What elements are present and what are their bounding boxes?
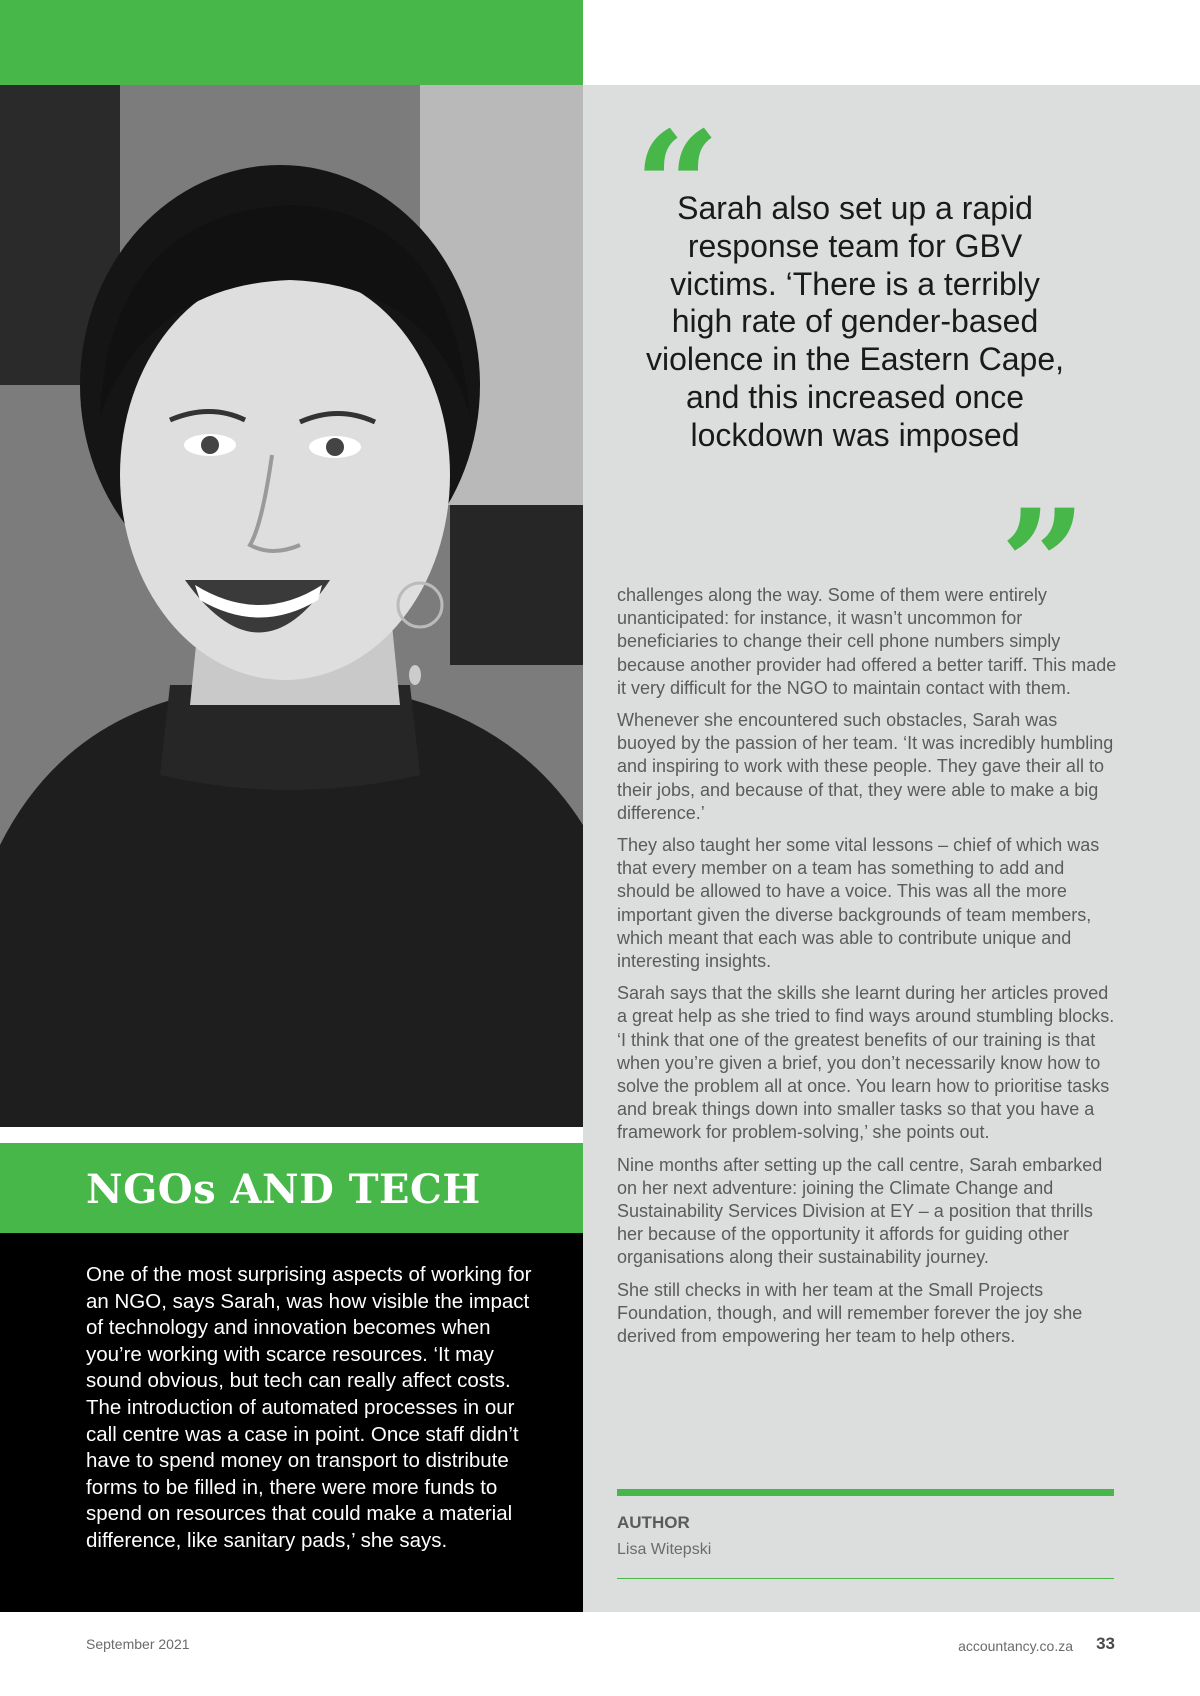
page-number: 33 (1096, 1634, 1115, 1653)
sidebar-body-text: One of the most surprising aspects of working for an NGO, says Sarah, was how visible the impact of technology and innovation becomes when you’re working with scarce resources. ‘It may sound obvious, but tech can really affect costs. The introduction of automated processes in our call centre was a case in point. Once staff didn’t have to spend money on transport to distribute forms to be filled in, there were more funds to spend on resources that could make a material difference, like sanitary pads,’ she says. (86, 1263, 532, 1552)
sidebar-title: NGOs AND TECH (86, 1166, 481, 1213)
author-label: AUTHOR (617, 1513, 690, 1532)
article-paragraph: Sarah says that the skills she learnt during her articles proved a great help as she tried to find ways around stumbling blocks. ‘I think that one of the greatest benefits of our training is that when you’re given a brief, you don’t necessarily know how to solve the problem all at once. You learn how to prioritise tasks and break things down into smaller tasks so that you have a framework for problem-solving,’ she points out. (617, 983, 1115, 1143)
footer-date: September 2021 (86, 1636, 190, 1652)
pull-quote-text: Sarah also set up a rapid response team for GBV victims. ‘There is a terribly high rate of gender-based violence in the Eastern Cape, and this increased once lockdown was imposed (645, 190, 1065, 453)
article-paragraph: challenges along the way. Some of them were entirely unanticipated: for instance, it wasn’t uncommon for beneficiaries to change their cell phone numbers simply because another provider had offered a better tariff. This made it very difficult for the NGO to maintain contact with them. (617, 585, 1117, 698)
article-paragraph: She still checks in with her team at the Small Projects Foundation, though, and will remember forever the joy she derived from empowering her team to help others. (617, 1279, 1083, 1347)
author-name: Lisa Witepski (617, 1541, 712, 1558)
article-paragraph: They also taught her some vital lessons – chief of which was that every member on a team has something to add and should be allowed to have a voice. This was all the more important given the diverse backgrounds of team members, which meant that each was able to contribute unique and interesting insights. (617, 835, 1100, 972)
author-bottom-divider (617, 1578, 1114, 1579)
top-green-bar (0, 0, 583, 85)
author-divider (617, 1489, 1114, 1496)
open-quote-icon: “ (634, 99, 703, 275)
article-paragraph: Whenever she encountered such obstacles, Sarah was buoyed by the passion of her team. ‘It was incredibly humbling and inspiring to work with these people. They gave their all to their jobs, and because of that, they were able to make a big difference.’ (617, 710, 1114, 823)
footer-site-link[interactable]: accountancy.co.za (958, 1638, 1073, 1654)
portrait-photo (0, 85, 583, 1127)
close-quote-icon (1000, 490, 1080, 560)
article-body (617, 584, 1117, 1357)
portrait-illustration (0, 85, 583, 1127)
article-paragraph: Nine months after setting up the call centre, Sarah embarked on her next adventure: joining the Climate Change and Sustainability Services Division at EY – a position that thrills her because of the opportunity it affords for guiding other organisations along their sustainability journey. (617, 1154, 1103, 1268)
